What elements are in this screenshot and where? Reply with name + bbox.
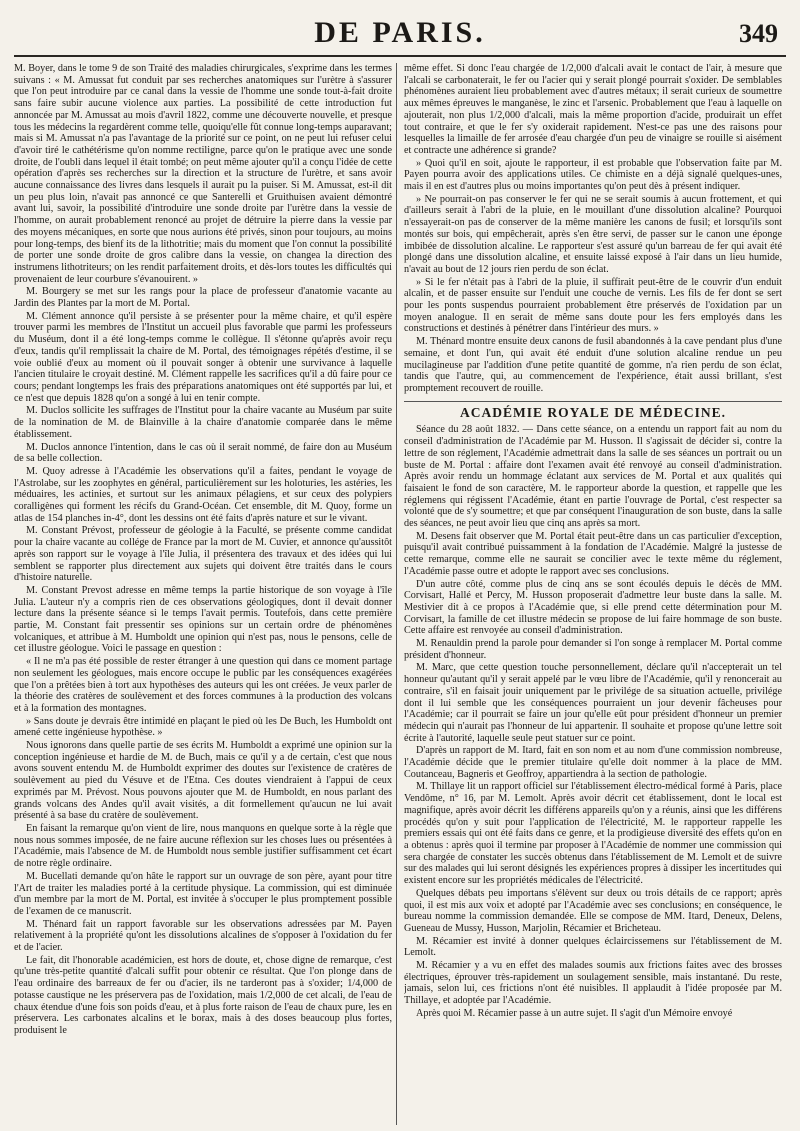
paragraph: En faisant la remarque qu'on vient de lire, nous manquons en quelque sorte à la règle que nous nous sommes imposée, de ne faire aucune réflexion sur les choses lues ou présentées à l'Académie, mais l'absence de M. de Humboldt nous semble justifier suffisamment cet écart de notre règle ordinaire. <box>14 823 392 870</box>
paragraph: D'un autre côté, comme plus de cinq ans se sont écoulés depuis le décès de MM. Corvisart, Hallé et Percy, M. Husson proposerait d'admettre leur buste dans la salle. M. Mestivier dit à ce propos à l'Académie que, si elle prend cette détermination pour M. Corvisart, la famille de cet illustre médecin se propose de lui faire hommage de son buste. Cette affaire est renvoyée au conseil d'administration. <box>404 578 782 637</box>
paragraph: M. Thénard montre ensuite deux canons de fusil abandonnés à la cave pendant plus d'une semaine, et dont l'un, qui avait été enduit d'une solution alcaline rendue un peu mucilagineuse par l'addition d'une petite quantité de gomme, n'a rien perdu de son éclat, tandis que l'autre, qui, au commencement de l'expérience, était aussi brillant, s'est promptement recouvert de rouille. <box>404 336 782 394</box>
paragraph: M. Duclos sollicite les suffrages de l'Institut pour la chaire vacante au Muséum par suite de la nomination de M. de Blainville à la chaire d'anatomie comparée dans le même établissement. <box>14 405 392 440</box>
paragraph: M. Quoy adresse à l'Académie les observations qu'il a faites, pendant le voyage de l'Astrolabe, sur les zoophytes en général, particulièrement sur les holoturies, les astéries, les méduaires, les actinies, et surtout sur les animaux pélagiens, et sur ceux des polypiers coralligènes qui forment les récifs du Grand-Océan. Cet ensemble, dit M. Quoy, forme un atlas de 154 planches in-4°, dont les dessins ont été faits d'après nature et sur le vivant. <box>14 465 392 524</box>
paragraph: M. Renauldin prend la parole pour demander si l'on songe à remplacer M. Portal comme président d'honneur. <box>404 638 782 661</box>
paragraph: » Quoi qu'il en soit, ajoute le rapporteur, il est probable que l'observation faite par M. Payen pourra avoir des applications utiles. Ce chimiste en a déjà signalé quelques-unes, mais il en est d'autres plus ou moins importantes qu'on peut dès à présent indiquer. <box>404 157 782 193</box>
paragraph: Séance du 28 août 1832. — Dans cette séance, on a entendu un rapport fait au nom du conseil d'administration de l'Académie par M. Husson. Il s'agissait de décider si, contre la lettre de son réglement, l'Académie admettrait dans la salle de ses séances un portrait ou un buste de M. Portal : affaire dont l'examen avait été renvoyé au conseil d'administration. Après avoir rendu un hommage éclatant aux services de M. Portal et aux qualités qui faisaient le fond de son caractère, M. le rapporteur aborde la question, et rappelle que les réglemens qui régissent l'Académie, étant en partie l'ouvrage de Portal, c'est respecter sa volonté que de s'y soumettre; et que par conséquent l'inauguration de son buste, dans la salle des séances, ne peut avoir lieu que cinq ans après sa mort. <box>404 424 782 530</box>
paragraph: M. Marc, que cette question touche personnellement, déclare qu'il n'accepterait un tel honneur qu'autant qu'il y serait appelé par le vœu libre de l'Académie, qu'il y renoncerait au contraire, s'il en faisait jouir uniquement par le privilége de sa situation actuelle, privilége dont il lui semble que les conséquences pourraient un jour devenir fâcheuses pour l'Académie; car il pourrait se faire un jour qu'elle eût pour président d'honneur un premier médecin qui n'aurait pas l'honneur de lui appartenir. Il souhaite et propose qu'une lettre soit écrite à l'autorité, laquelle seule peut statuer sur ce point. <box>404 662 782 744</box>
left-column <box>14 63 392 1125</box>
paragraph: même effet. Si donc l'eau chargée de 1/2,000 d'alcali avait le contact de l'air, à mesure que l'alcali se carbonaterait, le fer ou l'acier qui y serait plongé pourrait s'oxider. De semblables phénomènes auraient lieu probablement avec d'autres métaux; il serait curieux de soumettre aux mêmes épreuves le manganèse, le zinc et l'arsenic. Probablement que l'eau à laquelle on ajouterait, non plus 1/2,000 d'alcali, mais la même proportion d'acide, produirait un effet tout contraire, et que le fer s'y oxiderait rapidement. N'est-ce pas une des raisons pour lesquelles la limaille de fer arrosée d'eau chargée d'un peu de vinaigre se rouille si aisément et contracte une adhérence si grande? <box>404 63 782 156</box>
header-rule <box>14 55 786 57</box>
paragraph: M. Boyer, dans le tome 9 de son Traité des maladies chirurgicales, s'exprime dans les termes suivans : « M. Amussat fut conduit par ses recherches anatomiques sur l'urètre à s'assurer que l'on peut introduire par ce canal dans la vessie de l'homme une sonde tout-à-fait droite sans faire subir aucune violence aux parties. La possibilité de cette introduction fut annoncée par M. Amussat au mois d'avril 1822, comme une découverte nouvelle, et presque tous les médecins la regardèrent comme telle, quoiqu'elle fût connue long-temps auparavant; mais si M. Amussat n'a pas l'avantage de la priorité sur ce point, on ne peut lui refuser celui d'avoir tiré le cathétérisme qu'on nomme rectiligne, parce qu'on le pratique avec une sonde droite, de l'oubli dans lequel il était tombé; on peut même ajouter qu'il a conçu l'idée de cette opération d'après ses recherches sur la direction et la structure de l'urètre, et sans avoir aucune connaissance des livres dans lesquels il aurait pu la puiser. Si M. Amussat, est-il dit un peu plus loin, n'avait pas annoncé ce que Santerelli et Gruithuisen avaient démontré avant lui, savoir, la possibilité d'introduire une sonde droite par l'urètre dans la vessie de l'homme, on aurait probablement renoncé au projet de détruire la pierre dans la vessie par des moyens mécaniques, en sorte que nous aurions été privés, sinon pour toujours, au moins pour long-temps, des bienf its de la lithotritie; mais du moment que l'on connut la possibilité de porter une sonde droite de gros calibre dans la vessie, on changea la direction des instrumens lithotriteurs; on les rendit parfaitement droits, et dès-lors toutes les difficultés qui provenaient de leur courbure s'évanouirent. » <box>14 63 392 285</box>
paragraph: M. Récamier y a vu en effet des malades soumis aux frictions faites avec des brosses électriques, éprouver très-rapidement un soulagement sensible, mais instantané. Du reste, jamais, selon lui, ces frictions n'ont été nuisibles. Il applaudit à l'idée proposée par M. Thillaye, et adoptée par l'Académie. <box>404 960 782 1007</box>
paragraph: « Il ne m'a pas été possible de rester étranger à une question qui dans ce moment partage non seulement les géologues, mais encore occupe le public par les conséquences exagérées que l'on a prêtées bien à tort aux hypothèses des auteurs qui les ont créées. Je veux parler de la théorie des cratères de soulèvement et des forces communes à la production des volcans et à la formation des montagnes. <box>14 656 392 714</box>
paragraph: Nous ignorons dans quelle partie de ses écrits M. Humboldt a exprimé une opinion sur la conception ingénieuse et hardie de M. de Buch, mais ce qu'il y a de certain, c'est que nous avons souvent entendu M. de Humboldt exprimer des doutes sur l'existence de cratères de soulèvement au pied du Vésuve et de l'Etna. Ces doutes viendraient à l'appui de ceux exprimés par M. Prévost. Nous pouvons ajouter que M. de Humboldt, en nous parlant des grands volcans des Andes qu'il avait visités, a dit formellement qu'aucun ne lui avait présenté à sa base du cratère de soulèvement. <box>14 740 392 822</box>
page-title: DE PARIS. <box>314 16 486 49</box>
paragraph: M. Bucellati demande qu'on hâte le rapport sur un ouvrage de son père, ayant pour titre l'Art de traiter les maladies porté à la certitude physique. La commission, qui est diminuée d'un membre par la mort de M. Portal, est invitée à s'occuper le plus promptement possible de l'examen de ce manuscrit. <box>14 870 392 917</box>
paragraph: » Si le fer n'était pas à l'abri de la pluie, il suffirait peut-être de le couvrir d'un enduit alcalin, et de passer ensuite sur l'enduit une couche de vernis. Les fils de fer dont se sert pour les ponts suspendus pourraient probablement être préservés de l'oxidation par un moyen analogue. Il en serait de même sans doute pour les fers employés dans les constructions et destinés à pénétrer dans l'intérieur des murs. » <box>404 276 782 335</box>
paragraph: M. Clément annonce qu'il persiste à se présenter pour la même chaire, et qu'il espère trouver parmi les membres de l'Institut un accueil plus favorable que parmi les professeurs du Muséum, dont il a été long-temps comme le collègue. Il s'étonne qu'après avoir reçu d'eux, tandis qu'il remplissait la chaire de M. Portal, des témoignages répétés d'estime, il se voie oublié d'eux au moment où il pouvait songer à obtenir une survivance à laquelle l'ancien titulaire le croyait destiné. M. Clément rappelle les sacrifices qu'il a dû faire pour ce cours; pendant longtemps les frais des préparations anatomiques ont été supportés par lui, et ce n'est que depuis 1828 qu'on a songé à lui en tenir compte. <box>14 310 392 404</box>
paragraph: M. Constant Prevost adresse en même temps la partie historique de son voyage à l'île Julia. L'auteur n'y a compris rien de ces observations géologiques, dont il devait donner lecture dans la présente séance si le temps l'avait permis. Toutefois, dans cette première partie, M. Constant fait pressentir ses opinions sur un certain ordre de phénomènes volcaniques, et attribue à M. Humboldt une opinion qui n'est pas, nous le pensons, celle de cet illustre géologue. Voici le passage en question : <box>14 584 392 655</box>
paragraph: D'après un rapport de M. Itard, fait en son nom et au nom d'une commission nombreuse, l'Académie décide que le premier titulaire qu'elle doit nommer à la place de MM. Coutanceau, Bagneris et Geoffroy, appartiendra à la section de pathologie. <box>404 745 782 780</box>
paragraph: » Ne pourrait-on pas conserver le fer qui ne se serait soumis à aucun frottement, et qui d'ailleurs serait à l'abri de la pluie, en le mouillant d'une dissolution alcaline? Pourquoi n'essayerait-on pas de conserver de la même manière les canons de fusil; et lorsqu'ils sont montés sur bois, qui empêcherait, après s'en être servi, de passer sur le canon une éponge imbibée de dissolution alcaline. Le rapporteur s'est assuré qu'un barreau de fer qui avait été plongé dans une dissolution alcaline, et ensuite laissé exposé à l'air dans un lieu humide, n'avait au bout de 12 jours rien perdu de son éclat. <box>404 193 782 275</box>
paragraph: » Sans doute je devrais être intimidé en plaçant le pied où les De Buch, les Humboldt ont amené cette ingénieuse hypothèse. » <box>14 715 392 739</box>
page-number: 349 <box>739 19 778 48</box>
paragraph: M. Récamier est invité à donner quelques éclaircissemens sur l'établissement de M. Lemolt. <box>404 935 782 959</box>
section-heading: ACADÉMIE ROYALE DE MÉDECINE. <box>404 401 782 419</box>
paragraph: M. Desens fait observer que M. Portal était peut-être dans un cas particulier d'exception, puisqu'il avait contribué puissamment à la fondation de l'Académie. Malgré la justesse de cette remarque, comme elle ne saurait se concilier avec le texte même du réglement, l'Académie passe outre et adopte le rapport avec ses conclusions. <box>404 530 782 577</box>
right-column <box>404 63 782 1125</box>
paragraph: M. Thénard fait un rapport favorable sur les observations adressées par M. Payen relativement à la propriété qu'ont les dissolutions alcalines de s'opposer à l'oxidation du fer et de l'acier. <box>14 918 392 954</box>
column-divider <box>396 63 397 1125</box>
paragraph: M. Bourgery se met sur les rangs pour la place de professeur d'anatomie vacante au Jardin des Plantes par la mort de M. Portal. <box>14 286 392 310</box>
paragraph: Après quoi M. Récamier passe à un autre sujet. Il s'agit d'un Mémoire envoyé <box>416 1007 733 1019</box>
page-header <box>0 0 800 52</box>
paragraph: M. Duclos annonce l'intention, dans le cas où il serait nommé, de faire don au Muséum de sa belle collection. <box>14 441 392 465</box>
paragraph: Le fait, dit l'honorable académicien, est hors de doute, et, chose digne de remarque, c'est qu'une très-petite quantité d'alcali suffit pour obtenir ce résultat. Que l'on plonge dans de l'eau ordinaire des barreaux de fer ou d'acier, ils ne tarderont pas à s'oxider; 1/4,000 de potasse caustique ne les préservera pas de l'oxidation, mais 1/2,000 de cet alcali, de l'eau de chaux étendue d'une fois son poids d'eau, et à plus forte raison de l'eau de chaux pure, les en préservera. Les carbonates alcalins et le borax, mais à des doses beaucoup plus fortes, produisent le <box>14 954 392 1036</box>
paragraph: M. Constant Prévost, professeur de géologie à la Faculté, se présente comme candidat pour la chaire vacante au collége de France par la mort de M. Cuvier, et annonce qu'aussitôt après son rapport sur le voyage à l'île Julia, il présentera des travaux et des idées qui lui semblent se rapporter plus directement aux sujets qui doivent être traités dans le cours d'histoire naturelle. <box>14 525 392 584</box>
paragraph: M. Thillaye lit un rapport officiel sur l'établissement électro-médical formé à Paris, place Vendôme, n° 16, par M. Lemolt. Après avoir décrit cet établissement, dont le local est magnifique, après avoir décrit les différens appareils qu'on y a réunis, ainsi que les différens procédés qu'on y suit pour l'application de l'électricité, M. le rapporteur rappelle les premiers essais qui ont été faits dans ce genre, et la prodigieuse diversité des effets qu'on en a obtenus : après quoi il termine par proposer à l'Académie de nommer une commission qui sera chargée de constater les succès obtenus dans l'établissement de M. Lemolt et de suivre sur des malades qui lui seront désignés les expériences propres à dissiper les incertitudes qui existent encore sur les propriétés médicales de l'électricité. <box>404 781 782 887</box>
paragraph: Quelques débats peu importans s'élèvent sur deux ou trois détails de ce rapport; après quoi, il est mis aux voix et adopté par l'Académie avec ses conclusions; en conséquence, le bureau nomme la commission demandée. Elle se compose de MM. Itard, Deneux, Delens, Gueneau de Mussy, Husson, Marjolin, Récamier et Bricheteau. <box>404 887 782 934</box>
